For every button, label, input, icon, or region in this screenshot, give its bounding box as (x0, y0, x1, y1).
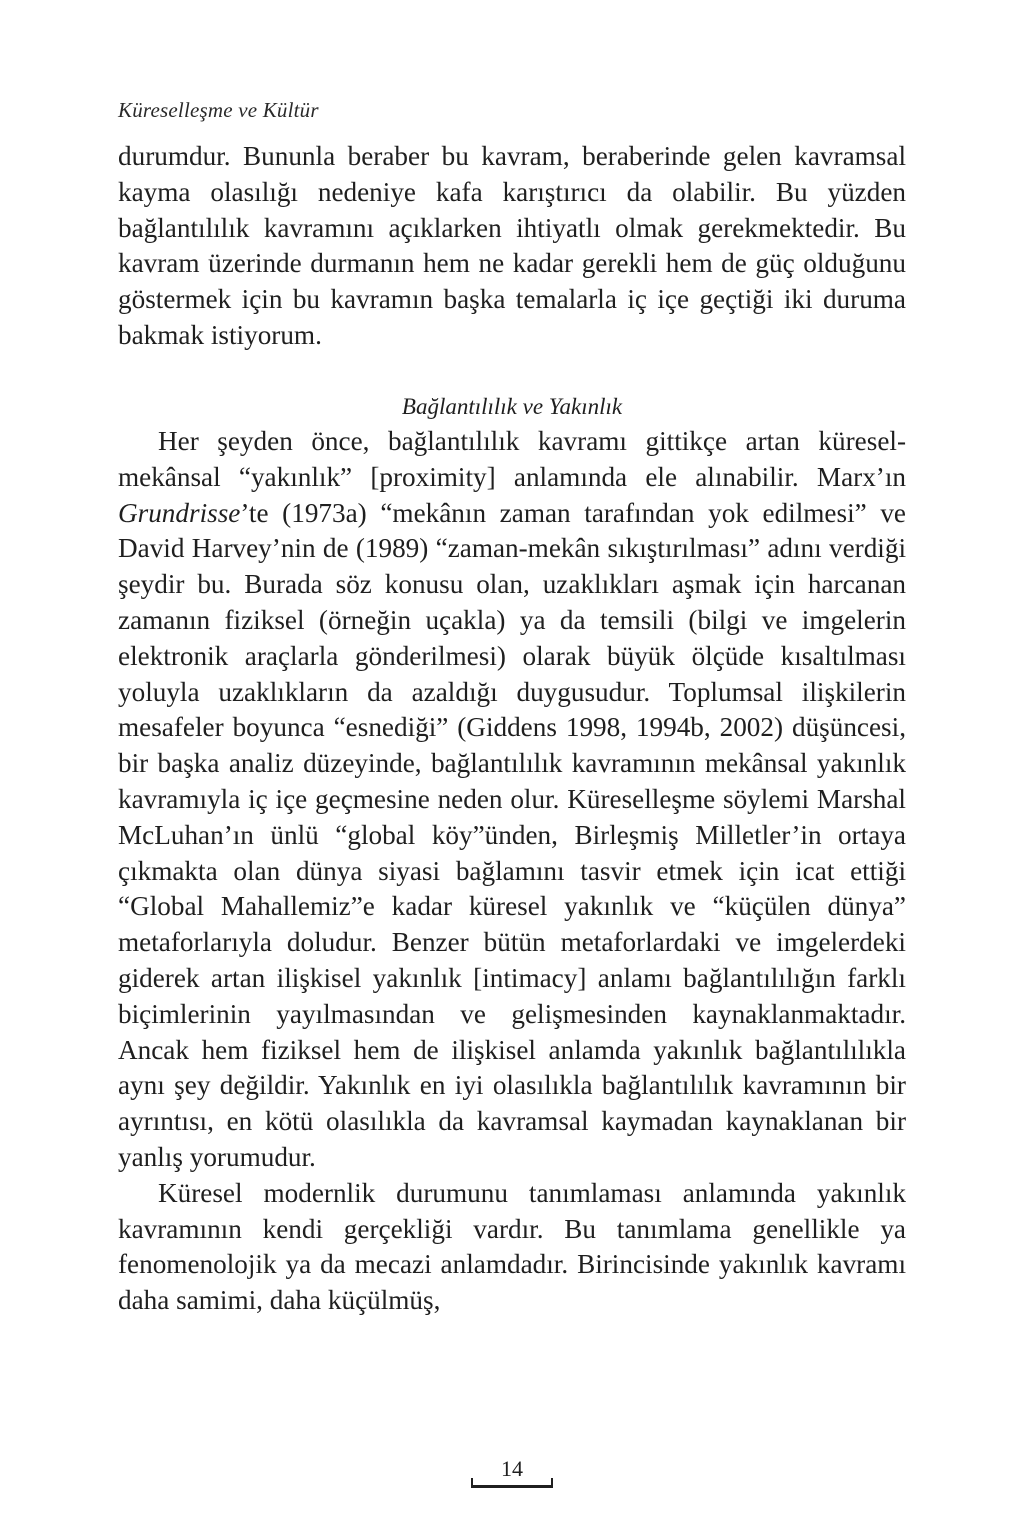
running-head: Küreselleşme ve Kültür (118, 98, 319, 122)
book-title-italic: Grundrisse (118, 497, 241, 528)
page-number-tick-right (551, 1478, 553, 1488)
paragraph-proximity (118, 424, 906, 1176)
paragraph-text-part-1: Her şeyden önce, bağlantılılık kavramı gittikçe artan küresel-mekânsal “yakınlık” [proximity] anlamında ele alınabilir. Marx’ın (118, 426, 906, 492)
paragraph-text-part-2: ’te (1973a) “mekânın zaman tarafından yok edilmesi” ve David Harvey’nin de (1989) “zaman-mekân sıkıştırılması” adını verdiği şeydir bu. Burada söz konusu olan, uzaklıkları aşmak için harcanan zamanın fiziksel (örneğin uçakla) ya da temsili (bilgi ve imgelerin elektronik araçlarla gönderilmesi) olarak büyük ölçüde kısaltılması yoluyla uzaklıkların da azaldığı duygusudur. Toplumsal ilişkilerin mesafeler boyunca “esnediği” (Giddens 1998, 1994b, 2002) düşüncesi, bir başka analiz düzeyinde, bağlantılılık kavramının mekânsal yakınlık kavramıyla iç içe geçmesine neden olur. Küreselleşme söylemi Marshal McLuhan’ın ünlü “global köy”ünden, Birleşmiş Milletler’in ortaya çıkmakta olan dünya siyasi bağlamını tasvir etmek için icat ettiği “Global Mahallemiz”e kadar küresel yakınlık ve “küçülen dünya” metaforlarıyla doludur. Benzer bütün metaforlardaki ve imgelerdeki giderek artan ilişkisel yakınlık [intimacy] anlamı bağlantılılığın farklı biçimlerinin yayılmasından ve gelişmesinden kaynaklanmaktadır. Ancak hem fiziksel hem de ilişkisel anlamda yakınlık bağlantılılıkla aynı şey değildir. Yakınlık en iyi olasılıkla bağlantılılık kavramının bir ayrıntısı, en kötü olasılıkla da kavramsal kaymadan kaynaklanan bir yanlış yorumudur. (118, 497, 906, 1172)
page-number-tick-left (471, 1478, 473, 1488)
page-number: 14 (501, 1456, 523, 1481)
paragraph-continuation: durumdur. Bununla beraber bu kavram, beraberinde gelen kavramsal kayma olasılığı nedeniye kafa karıştırıcı da olabilir. Bu yüzden bağlantılılık kavramını açıklarken ihtiyatlı olmak gerekmektedir. Bu kavram üzerinde durmanın hem ne kadar gerekli hem de güç olduğunu göstermek için bu kavramın başka temalarla iç içe geçtiği iki duruma bakmak istiyorum. (118, 141, 906, 350)
page-number-box (471, 1456, 553, 1488)
page-number-rule (471, 1485, 553, 1488)
section-heading: Bağlantılılık ve Yakınlık (401, 394, 623, 419)
paragraph-global-modernity: Küresel modernlik durumunu tanımlaması anlamında yakınlık kavramının kendi gerçekliği vardır. Bu tanımlama genellikle ya fenomenolojik ya da mecazi anlamdadır. Birincisinde yakınlık kavramı daha samimi, daha küçülmüş, (118, 1177, 906, 1316)
page-number-footer (0, 1456, 1024, 1488)
body-text-top (118, 139, 906, 354)
body-text-main (118, 424, 906, 1319)
